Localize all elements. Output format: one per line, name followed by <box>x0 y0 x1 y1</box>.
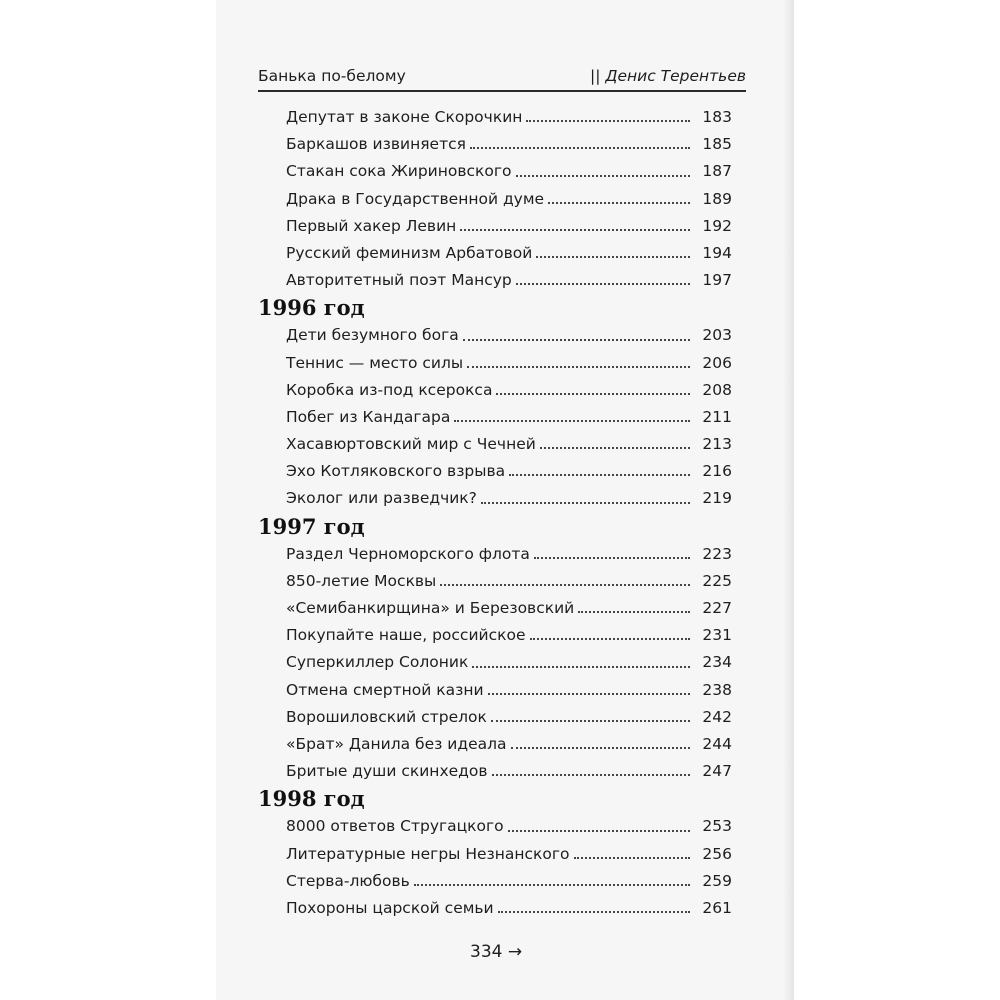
toc-entry-title: 8000 ответов Стругацкого <box>286 817 504 836</box>
toc-entry <box>258 758 732 785</box>
dot-leader <box>540 447 690 449</box>
toc-entry-title: Авторитетный поэт Мансур <box>286 271 512 290</box>
toc-entry <box>258 568 732 595</box>
dot-leader <box>440 584 690 586</box>
toc-entry-title: Драка в Государственной думе <box>286 189 545 208</box>
dot-leader <box>498 911 690 913</box>
toc-entry-title: Похороны царской семьи <box>286 898 494 917</box>
toc-entry-title: Бритые души скинхедов <box>286 762 488 781</box>
toc-entry-page: 194 <box>702 243 732 262</box>
toc-entry <box>258 350 732 377</box>
toc-entry-title: Первый хакер Левин <box>286 216 457 235</box>
toc-entry-page: 227 <box>702 599 732 617</box>
dot-leader <box>574 857 690 859</box>
toc-entry-title: Ворошиловский стрелок <box>286 707 487 726</box>
toc-entry-title: Стерва-любовь <box>286 871 410 890</box>
toc-entry <box>258 649 732 676</box>
toc-entry-page: 206 <box>702 353 732 372</box>
toc-entry-page: 213 <box>702 435 732 454</box>
toc-entry-page: 231 <box>702 626 732 645</box>
toc-entry <box>258 431 732 458</box>
page-edge-shadow <box>783 0 794 1000</box>
toc-entry-title: Депутат в законе Скорочкин <box>286 108 523 126</box>
toc-entry-page: 192 <box>702 216 732 235</box>
toc-entry <box>258 104 732 131</box>
toc-entry-title: Стакан сока Жириновского <box>286 162 512 181</box>
toc-entry <box>258 458 732 485</box>
toc-entry-page: 238 <box>702 680 732 699</box>
dot-leader <box>578 611 690 613</box>
toc-entry-title: Хасавюртовский мир с Чечней <box>286 435 536 454</box>
toc-entry <box>258 595 732 622</box>
toc-year-heading: 1996 год <box>258 295 365 321</box>
toc-entry-page: 244 <box>702 734 732 753</box>
dot-leader <box>481 502 690 504</box>
toc-year-heading: 1998 год <box>258 786 365 812</box>
toc-entry <box>258 677 732 704</box>
dot-leader <box>470 147 690 149</box>
toc-entry-title: Побег из Кандагара <box>286 407 451 426</box>
toc-entry-title: «Брат» Данила без идеала <box>286 734 507 753</box>
toc-entry-page: 256 <box>702 844 732 863</box>
author-name: || Денис Терентьев <box>589 67 746 85</box>
toc-year-heading: 1997 год <box>258 513 365 539</box>
toc-entry <box>258 731 732 758</box>
dot-leader <box>516 175 691 177</box>
toc-entry-title: Покупайте наше, российское <box>286 626 526 645</box>
toc-entry-page: 247 <box>702 762 732 781</box>
toc-entry-title: Суперкиллер Солоник <box>286 653 469 672</box>
dot-leader <box>488 693 690 695</box>
dot-leader <box>534 557 690 559</box>
toc-entry-page: 259 <box>702 871 732 890</box>
toc-entry <box>258 704 732 731</box>
toc-entry <box>258 377 732 404</box>
toc-entry-page: 189 <box>702 189 732 208</box>
toc-entry-title: Эколог или разведчик? <box>286 489 477 508</box>
dot-leader <box>460 229 690 231</box>
dot-leader <box>496 393 690 395</box>
toc-entry <box>258 622 732 649</box>
toc-entry-page: 187 <box>702 162 732 181</box>
toc-entry-title: Литературные негры Незнанского <box>286 844 570 863</box>
dot-leader <box>491 720 690 722</box>
dot-leader <box>467 366 690 368</box>
toc-entry-title: Эхо Котляковского взрыва <box>286 462 506 481</box>
book-title: Банька по-белому <box>258 67 406 85</box>
toc-entry <box>258 158 732 185</box>
dot-leader <box>492 774 691 776</box>
header-rule <box>258 90 746 92</box>
toc-entry <box>258 841 732 868</box>
toc-entry-page: 223 <box>702 544 732 563</box>
toc-entry <box>258 404 732 431</box>
toc-entry <box>258 322 732 349</box>
dot-leader <box>530 638 691 640</box>
toc-entry-page: 216 <box>702 462 732 481</box>
toc-entry <box>258 895 732 922</box>
toc-entry <box>258 213 732 240</box>
toc-entry-page: 208 <box>702 380 732 399</box>
toc-entry-title: 850-летие Москвы <box>286 571 437 590</box>
dot-leader <box>526 120 690 122</box>
page-number: 334 → <box>470 942 523 962</box>
running-head <box>258 64 746 88</box>
toc-entry <box>258 813 732 840</box>
toc-entry-page: 211 <box>702 407 732 426</box>
dot-leader <box>508 830 690 832</box>
dot-leader <box>536 256 690 258</box>
toc-entry-page: 219 <box>702 489 732 508</box>
toc-entry-title: Отмена смертной казни <box>286 680 484 699</box>
dot-leader <box>472 666 690 668</box>
toc-entry-page: 242 <box>702 707 732 726</box>
toc-entry-page: 203 <box>702 326 732 345</box>
toc-entry <box>258 240 732 267</box>
toc-entry-page: 261 <box>702 898 732 917</box>
toc-entry-title: Баркашов извиняется <box>286 135 466 154</box>
toc-entry-page: 183 <box>702 108 732 126</box>
toc-entry-title: Коробка из-под ксерокса <box>286 380 493 399</box>
dot-leader <box>509 474 690 476</box>
toc-entry <box>258 186 732 213</box>
toc-entry <box>258 267 732 294</box>
toc-entry <box>258 485 732 512</box>
toc-entry-page: 185 <box>702 135 732 154</box>
toc-entry <box>258 131 732 158</box>
toc-entry-title: Раздел Черноморского флота <box>286 544 530 563</box>
dot-leader <box>516 283 690 285</box>
table-of-contents <box>258 104 732 922</box>
toc-entry <box>258 541 732 568</box>
toc-entry <box>258 868 732 895</box>
toc-entry-page: 234 <box>702 653 732 672</box>
toc-entry-page: 225 <box>702 571 732 590</box>
dot-leader <box>548 202 690 204</box>
dot-leader <box>463 339 690 341</box>
dot-leader <box>454 420 690 422</box>
toc-entry-page: 253 <box>702 817 732 836</box>
dot-leader <box>414 884 690 886</box>
toc-entry-title: «Семибанкирщина» и Березовский <box>286 599 575 617</box>
toc-entry-title: Русский феминизм Арбатовой <box>286 243 533 262</box>
toc-entry-page: 197 <box>702 271 732 290</box>
toc-entry-title: Дети безумного бога <box>286 326 459 345</box>
toc-entry-title: Теннис — место силы <box>286 353 464 372</box>
dot-leader <box>511 747 690 749</box>
